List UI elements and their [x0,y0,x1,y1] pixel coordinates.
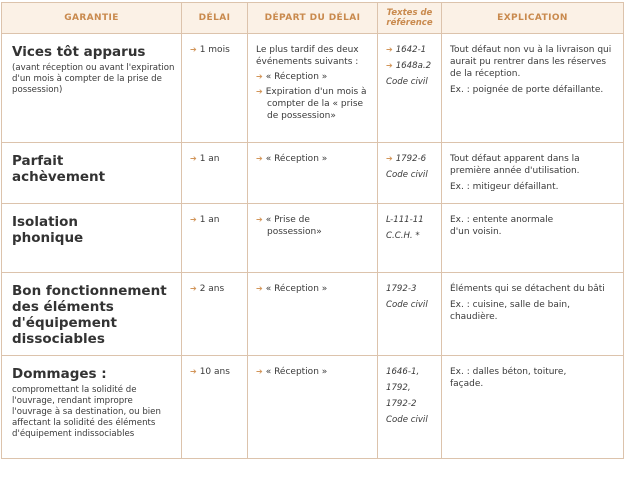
table-row [2,34,624,143]
explication-text: Éléments qui se détachent du bâti [450,284,605,294]
header-delai: DÉLAI [182,3,248,34]
depart-item [256,71,371,83]
explication-example: Ex. : mitigeur défaillant. [450,182,559,192]
reference-text: 1648a.2 [395,61,432,71]
garantie-cell [2,356,182,459]
reference-text: L-111-11 [386,215,424,225]
reference-text: 1792-2 [386,399,417,409]
guarantee-title: Vices tôt apparus [12,44,146,60]
depart-cell [248,34,378,143]
explication-example: Ex. : cuisine, salle de bain, chaudière. [450,300,570,322]
reference-text: 1792-3 [386,284,417,294]
delai-cell [182,34,248,143]
reference-code: C.C.H. * [386,231,420,241]
reference-code: Code civil [386,300,428,310]
reference-code: Code civil [386,415,428,425]
reference-cell [378,34,442,143]
reference-cell [378,273,442,356]
explication-cell [442,356,624,459]
guarantee-title: Parfait achèvement [12,153,106,185]
delai-value: 1 mois [199,45,230,55]
explication-example: Ex. : dalles béton, toiture, façade. [450,367,567,389]
depart-item [256,283,371,295]
depart-item-text: « Réception » [265,154,328,164]
reference-code: Code civil [386,77,428,87]
depart-item [256,366,371,378]
delai-cell [182,204,248,273]
arrow-right-icon: ➔ [256,154,263,163]
depart-item-text: « Réception » [265,367,328,377]
garantie-cell [2,34,182,143]
delai-cell [182,273,248,356]
header-row [2,3,624,34]
explication-example: Ex. : poignée de porte défaillante. [450,85,604,95]
header-depart: DÉPART DU DÉLAI [248,3,378,34]
depart-cell [248,273,378,356]
header-references [378,3,442,34]
explication-example: Ex. : entente anormale d'un voisin. [450,215,554,237]
delai-cell [182,356,248,459]
explication-text: Tout défaut non vu à la livraison qui aurait pu rentrer dans les réserves de la réception. [450,45,612,79]
table-row [2,143,624,204]
guarantees-table [1,2,624,459]
garantie-cell [2,204,182,273]
table-row [2,204,624,273]
arrow-right-icon: ➔ [190,154,197,163]
delai-cell [182,143,248,204]
garantie-cell [2,273,182,356]
reference-text: 1792-6 [395,154,427,164]
guarantee-title: Isolation phonique [12,214,84,246]
reference-code: Code civil [386,170,428,180]
header-ref-line-1: Textes de [386,8,433,18]
guarantee-title: Bon fonctionnement des éléments d'équipement dissociables [12,283,167,347]
depart-item [256,86,371,122]
reference-cell [378,143,442,204]
explication-text: Tout défaut apparent dans la première année d'utilisation. [450,154,580,176]
guarantee-title: Dommages : [12,366,107,382]
explication-cell [442,273,624,356]
depart-item-text: « Prise de possession» [265,215,322,237]
depart-item [256,153,371,165]
arrow-right-icon: ➔ [190,367,197,376]
explication-cell [442,34,624,143]
depart-item-text: « Réception » [265,284,328,294]
reference-text: 1646-1, [386,367,420,377]
header-explication: EXPLICATION [442,3,624,34]
depart-intro: Le plus tardif des deux événements suivants : [256,45,359,67]
arrow-right-icon: ➔ [386,45,393,54]
reference-item [386,60,435,72]
delai-value: 10 ans [199,367,230,377]
reference-cell [378,356,442,459]
depart-item [256,214,337,238]
depart-item-text: « Réception » [265,72,328,82]
arrow-right-icon: ➔ [190,45,197,54]
arrow-right-icon: ➔ [256,87,263,96]
arrow-right-icon: ➔ [190,215,197,224]
reference-item [386,44,435,56]
depart-item-text: Expiration d'un mois à compter de la « prise de possession» [265,87,367,121]
arrow-right-icon: ➔ [256,72,263,81]
explication-cell [442,143,624,204]
header-ref-line-2: référence [386,18,433,28]
arrow-right-icon: ➔ [190,284,197,293]
garantie-cell [2,143,182,204]
delai-value: 1 an [199,215,220,225]
reference-text: 1642-1 [395,45,427,55]
reference-cell [378,204,442,273]
reference-item [386,153,435,165]
depart-cell [248,356,378,459]
header-garantie: GARANTIE [2,3,182,34]
arrow-right-icon: ➔ [386,154,393,163]
table-row [2,356,624,459]
arrow-right-icon: ➔ [386,61,393,70]
reference-text: 1792, [386,383,411,393]
explication-cell [442,204,624,273]
arrow-right-icon: ➔ [256,215,263,224]
delai-value: 2 ans [199,284,225,294]
arrow-right-icon: ➔ [256,284,263,293]
delai-value: 1 an [199,154,220,164]
guarantee-subtitle: (avant réception ou avant l'expiration d'un mois à compter de la prise de possession) [12,63,175,95]
depart-cell [248,143,378,204]
guarantee-subtitle: compromettant la solidité de l'ouvrage, rendant impropre l'ouvrage à sa destination, ou bien affectant la solidité des éléments d'équipement indissociables [12,385,161,439]
arrow-right-icon: ➔ [256,367,263,376]
depart-cell [248,204,378,273]
table-row [2,273,624,356]
